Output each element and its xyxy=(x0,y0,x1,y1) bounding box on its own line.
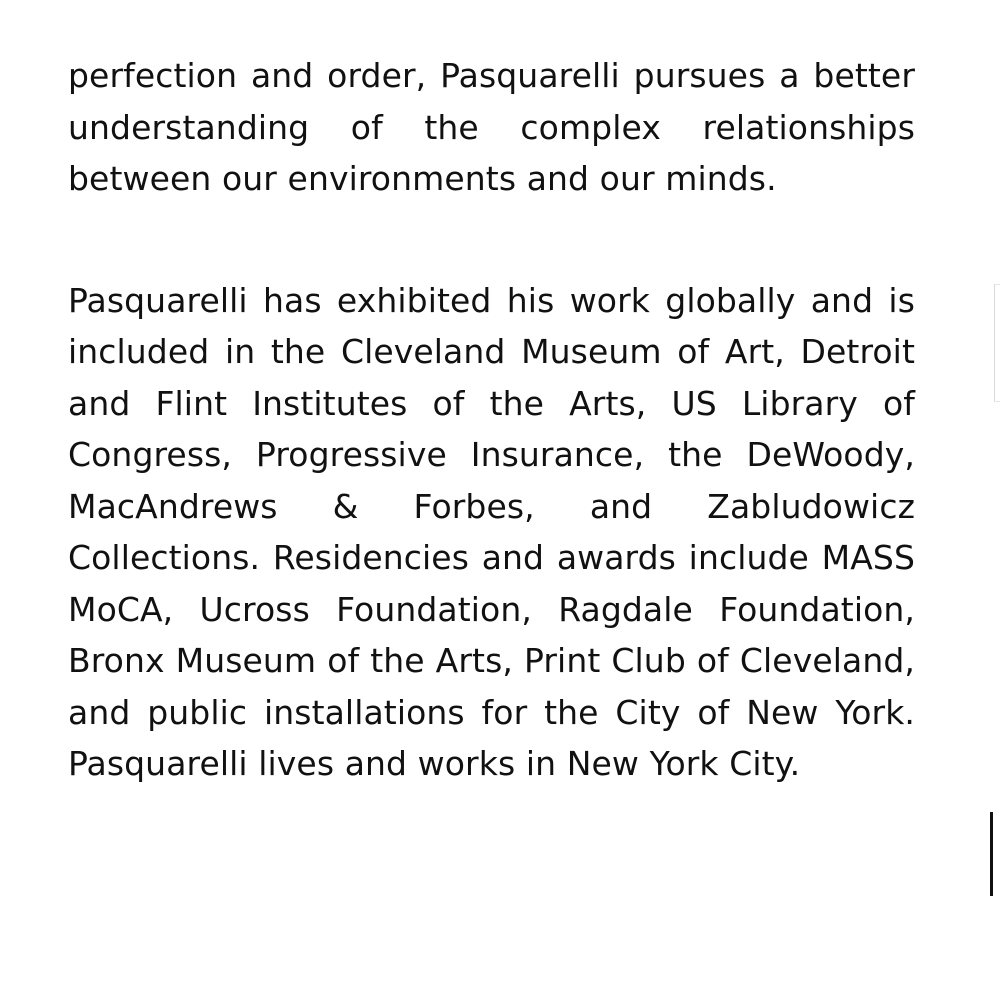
bio-paragraph-exhibitions: Pasquarelli has exhibited his work globally and is included in the Cleveland Museum of Art, Detroit and Flint Institutes of the Arts, US Library of Congress, Progressive Insurance, the DeWoody, MacAndrews & Forbes, and Zabludowicz Collections. Residencies and awards include MASS MoCA, Ucross Foundation, Ragdale Foundation, Bronx Museum of the Arts, Print Club of Cleveland, and public installations for the City of New York. Pasquarelli lives and works in New York City. xyxy=(68,280,915,783)
document-body xyxy=(68,50,915,790)
scrollbar-thumb[interactable] xyxy=(990,812,993,896)
adjacent-panel-edge xyxy=(994,284,1000,402)
bio-paragraph-continuation: perfection and order, Pasquarelli pursues a better understanding of the complex relationships between our environments and our minds. xyxy=(68,56,915,198)
